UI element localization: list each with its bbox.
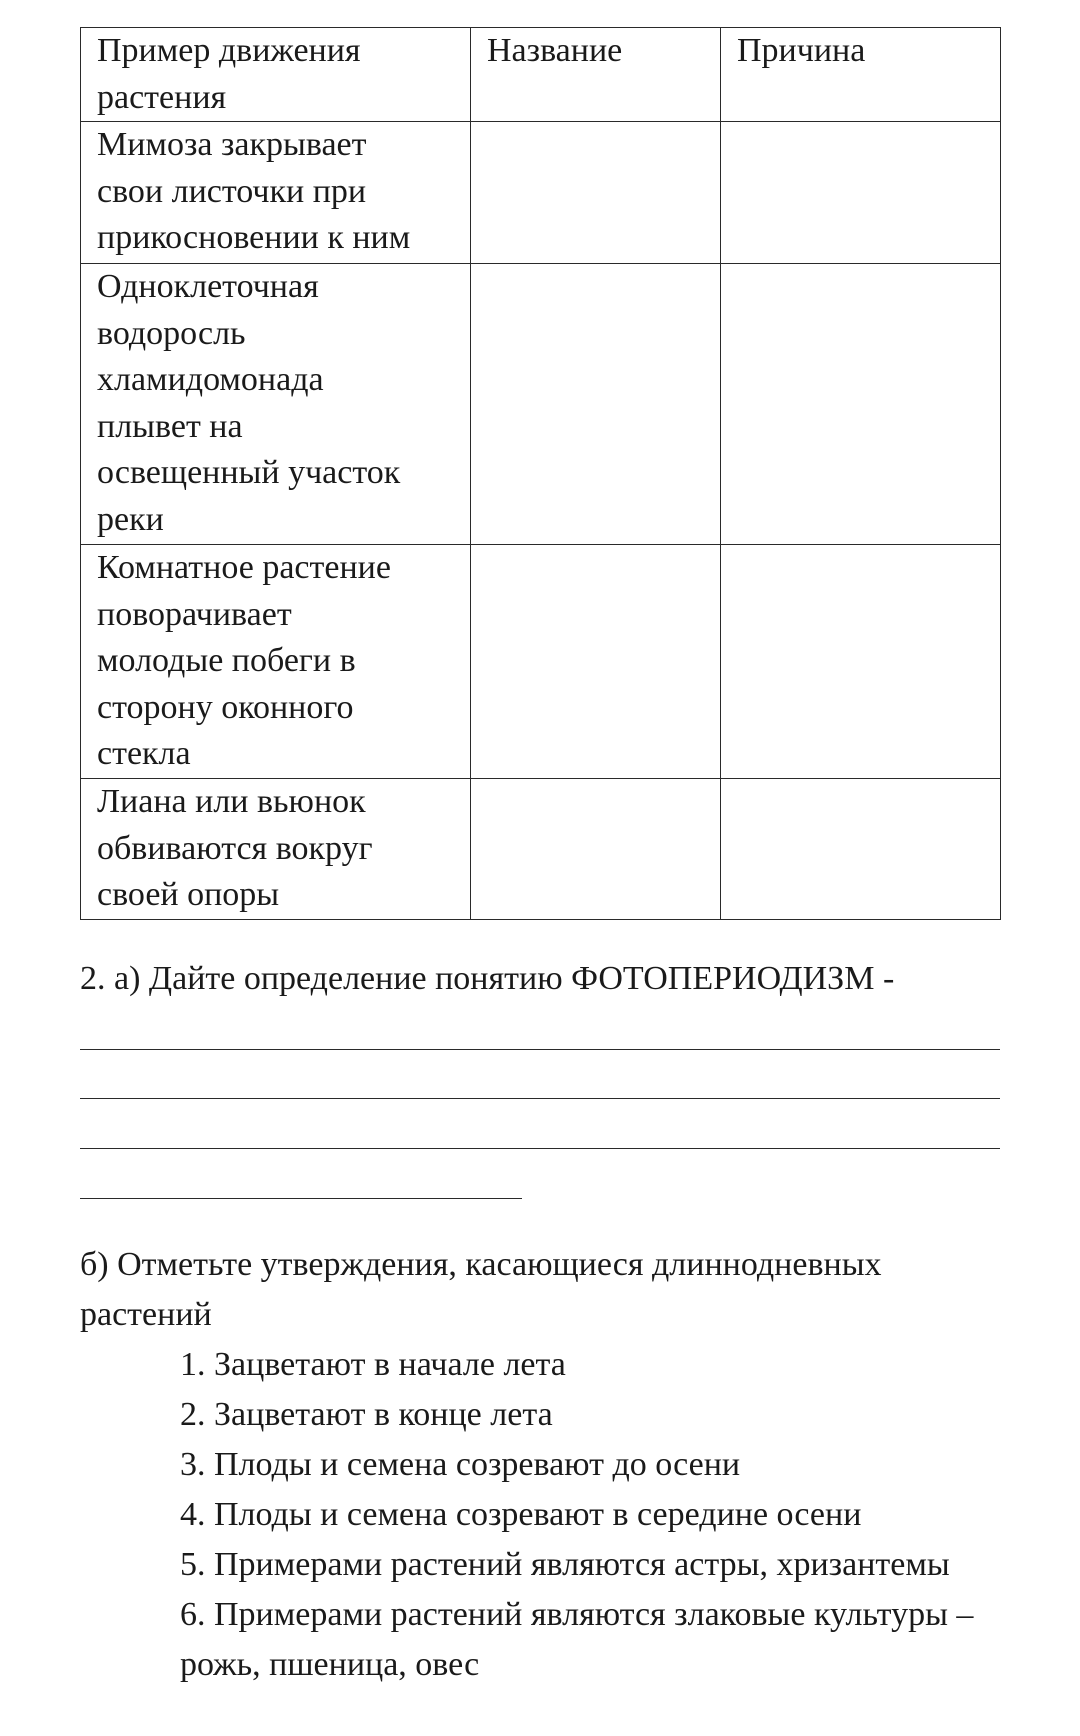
row-example-cell xyxy=(81,545,471,779)
row-reason-cell[interactable] xyxy=(721,122,1001,264)
row-name-cell[interactable] xyxy=(471,779,721,920)
row-example-text: Одноклеточная водоросль хламидомонада плывет на освещенный участок реки xyxy=(97,268,401,538)
row-reason-cell[interactable] xyxy=(721,264,1001,545)
row-example-cell xyxy=(81,264,471,545)
row-name-cell[interactable] xyxy=(471,122,721,264)
header-name xyxy=(471,28,721,122)
table-row xyxy=(81,122,1001,264)
row-example-cell xyxy=(81,122,471,264)
plant-movement-table xyxy=(80,27,1001,920)
statement-item[interactable]: 5. Примерами растений являются астры, хризантемы xyxy=(180,1546,950,1583)
answer-line[interactable] xyxy=(80,1198,522,1199)
header-reason xyxy=(721,28,1001,122)
statement-item[interactable]: 1. Зацветают в начале лета xyxy=(180,1346,566,1383)
row-name-cell[interactable] xyxy=(471,264,721,545)
row-name-cell[interactable] xyxy=(471,545,721,779)
task-2a-prompt: 2. а) Дайте определение понятию ФОТОПЕРИОДИЗМ - xyxy=(80,960,895,997)
statement-item[interactable]: 6. Примерами растений являются злаковые культуры – рожь, пшеница, овес xyxy=(180,1596,974,1683)
statement-item[interactable]: 3. Плоды и семена созревают до осени xyxy=(180,1446,741,1483)
answer-line[interactable] xyxy=(80,1098,1000,1099)
row-example-text: Мимоза закрывает свои листочки при прикосновении к ним xyxy=(97,126,411,256)
row-example-cell xyxy=(81,779,471,920)
row-example-text: Лиана или вьюнок обвиваются вокруг своей опоры xyxy=(97,783,373,913)
header-example-text: Пример движения растения xyxy=(97,32,361,116)
row-reason-cell[interactable] xyxy=(721,545,1001,779)
answer-line[interactable] xyxy=(80,1148,1000,1149)
row-reason-cell[interactable] xyxy=(721,779,1001,920)
answer-line[interactable] xyxy=(80,1049,1000,1050)
task-2b-prompt: б) Отметьте утверждения, касающиеся длиннодневных растений xyxy=(80,1246,882,1333)
table-row xyxy=(81,545,1001,779)
header-example xyxy=(81,28,471,122)
statement-item[interactable]: 2. Зацветают в конце лета xyxy=(180,1396,553,1433)
header-name-text: Название xyxy=(487,32,623,69)
statement-item[interactable]: 4. Плоды и семена созревают в середине осени xyxy=(180,1496,862,1533)
table-header-row xyxy=(81,28,1001,122)
row-example-text: Комнатное растение поворачивает молодые побеги в сторону оконного стекла xyxy=(97,549,391,772)
table-row xyxy=(81,779,1001,920)
statement-list xyxy=(180,1340,1000,1690)
table-row xyxy=(81,264,1001,545)
header-reason-text: Причина xyxy=(737,32,866,69)
